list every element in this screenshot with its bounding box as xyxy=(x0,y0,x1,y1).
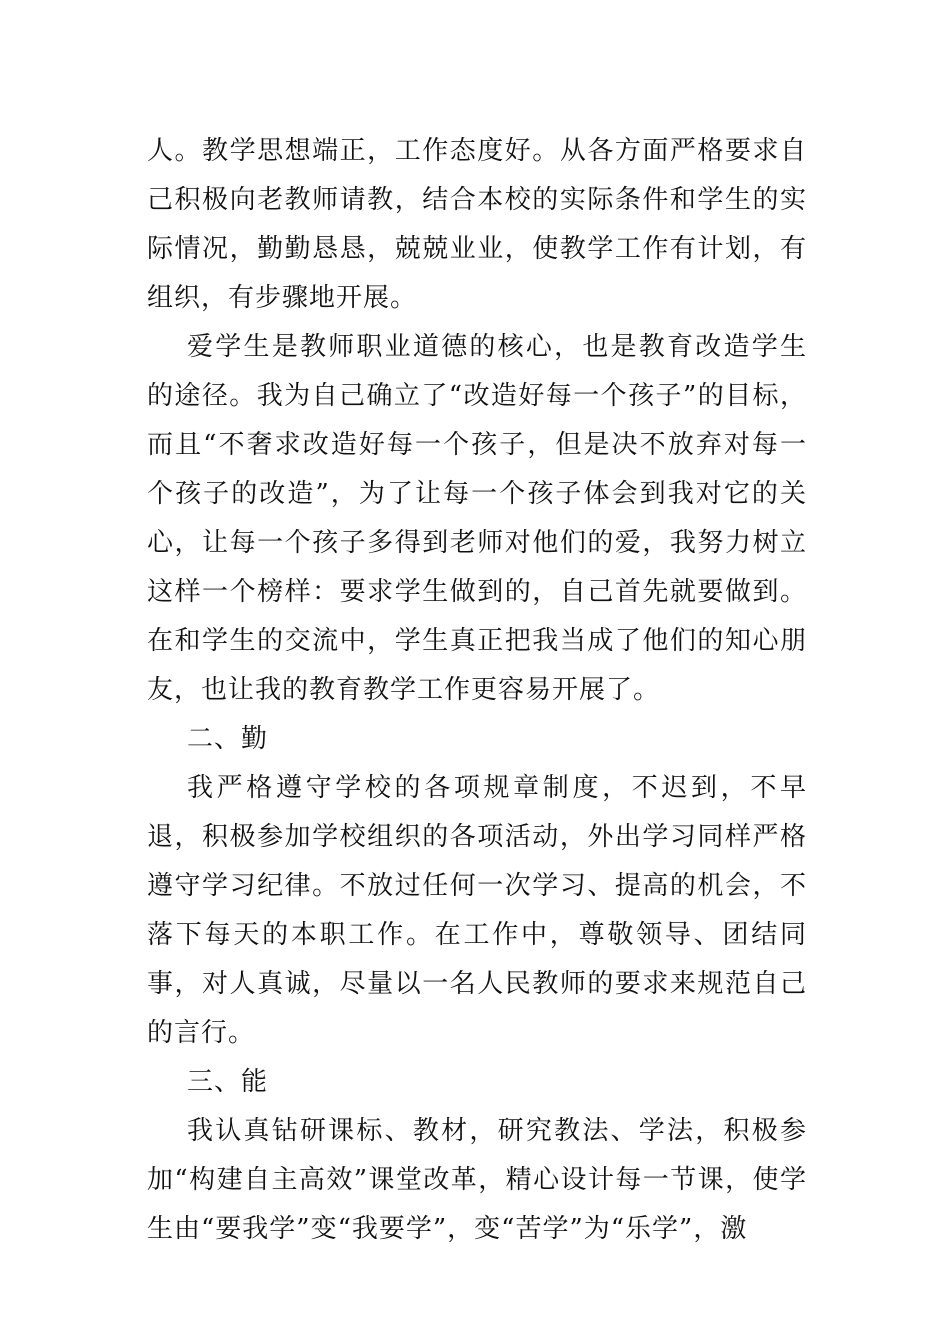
section-heading-ability: 三、能 xyxy=(187,1067,269,1097)
paragraph-continuation: 人。教学思想端正，工作态度好。从各方面严格要求自己积极向老教师请教，结合本校的实际条件和学生的实际情况，勤勤恳恳，兢兢业业，使教学工作有计划，有组织，有步骤地开展。 xyxy=(147,136,807,313)
paragraph-love-students: 爱学生是教师职业道德的核心，也是教育改造学生的途径。我为自己确立了“改造好每一个孩子”的目标，而且“不奢求改造好每一个孩子，但是决不放弃对每一个孩子的改造”，为了让每一个孩子体会到我对它的关心，让每一个孩子多得到老师对他们的爱，我努力树立这样一个榜样：要求学生做到的，自己首先就要做到。在和学生的交流中，学生真正把我当成了他们的知心朋友，也让我的教育教学工作更容易开展了。 xyxy=(147,332,807,705)
section-heading-diligence: 二、勤 xyxy=(187,724,269,754)
paragraph-diligence: 我严格遵守学校的各项规章制度，不迟到，不早退，积极参加学校组织的各项活动，外出学习同样严格遵守学习纪律。不放过任何一次学习、提高的机会，不落下每天的本职工作。在工作中，尊敬领导、团结同事，对人真诚，尽量以一名人民教师的要求来规范自己的言行。 xyxy=(147,773,807,1048)
paragraph-ability: 我认真钻研课标、教材，研究教法、学法，积极参加“构建自主高效”课堂改革，精心设计每一节课，使学生由“要我学”变“我要学”，变“苦学”为“乐学”，激 xyxy=(147,1116,807,1244)
document-body xyxy=(147,127,807,1254)
